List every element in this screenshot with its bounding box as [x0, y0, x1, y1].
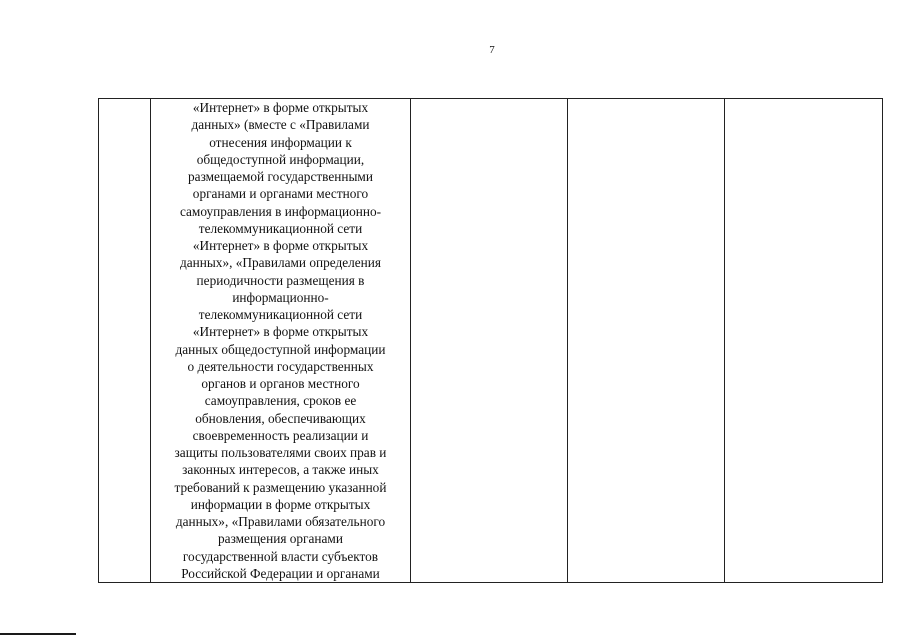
description-line: периодичности размещения в: [196, 272, 365, 288]
description-line: органов и органов местного: [201, 376, 360, 391]
description-line: общедоступной информации,: [196, 151, 365, 167]
table-cell-number: [99, 99, 151, 583]
description-line: защиты пользователями своих прав и: [174, 445, 387, 460]
document-table: [98, 98, 883, 583]
description-line: о деятельности государственных: [187, 358, 374, 374]
description-line: самоуправления в информационно-: [179, 203, 382, 219]
description-line: государственной власти субъектов: [182, 548, 379, 564]
description-line: размещения органами: [218, 531, 343, 547]
footer-rule: [0, 633, 76, 635]
description-line: данных общедоступной информации: [175, 341, 386, 357]
description-line: самоуправления, сроков ее: [204, 393, 357, 409]
description-line: данных» (вместе с «Правилами: [191, 117, 370, 133]
description-line: органами и органами местного: [192, 186, 369, 202]
description-line: размещаемой государственными: [188, 169, 373, 184]
table-row: [99, 99, 883, 583]
table-cell-3: [411, 99, 568, 583]
description-line: обновления, обеспечивающих: [195, 410, 366, 426]
description-line: отнесения информации к: [209, 134, 352, 150]
description-line: законных интересов, а также иных: [182, 462, 379, 478]
description-line: телекоммуникационной сети: [198, 220, 363, 236]
description-text: [151, 99, 410, 582]
description-line: данных», «Правилами определения: [179, 255, 382, 271]
description-line: информации в форме открытых: [190, 496, 371, 512]
table-cell-4: [568, 99, 725, 583]
description-line: информационно-: [232, 289, 329, 305]
description-line: «Интернет» в форме открытых: [192, 324, 369, 340]
description-line: «Интернет» в форме открытых: [192, 100, 369, 115]
description-line: данных», «Правилами обязательного: [175, 514, 386, 529]
table-cell-5: [725, 99, 883, 583]
description-line: требований к размещению указанной: [174, 479, 387, 495]
table-cell-description: [151, 99, 411, 583]
description-line: Российской Федерации и органами: [181, 565, 380, 581]
description-line: телекоммуникационной сети: [198, 307, 363, 322]
page-number: 7: [489, 44, 495, 56]
description-line: своевременность реализации и: [192, 427, 369, 443]
description-line: «Интернет» в форме открытых: [192, 238, 369, 253]
